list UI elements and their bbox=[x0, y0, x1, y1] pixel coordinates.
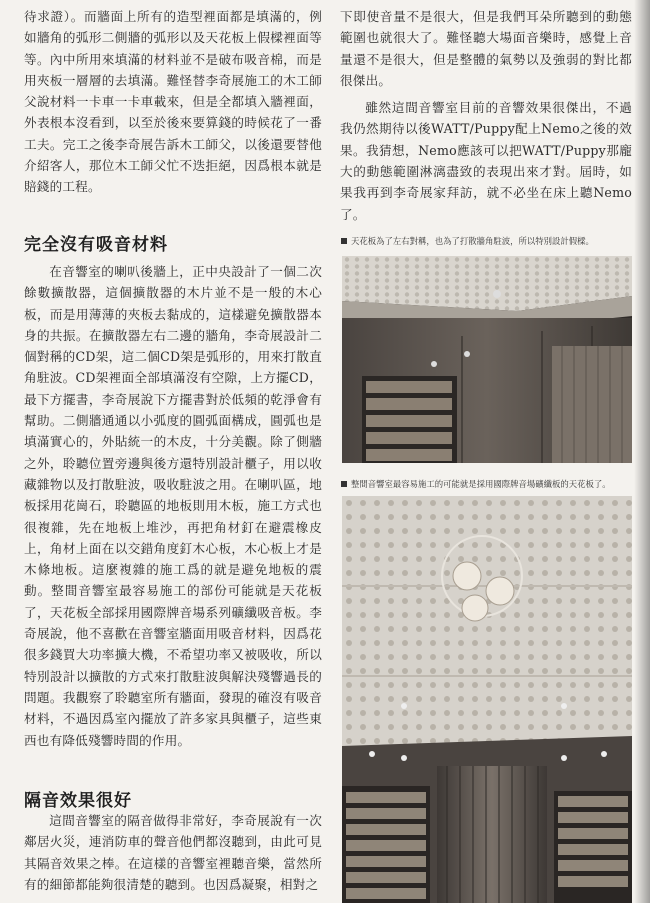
body-paragraph: 待求證）。而牆面上所有的造型裡面都是填滿的，例如牆角的弧形二側牆的弧形以及天花板上假樑裡面等等。內中所用來填滿的材料並不是破布吸音棉，而是用夾板一層層的去填滿。難怪替李奇展施工的木工師父說材料一卡車一卡車載來，但是全都填入牆裡面，外表根本沒看到，以至於後來要算錢的時候花了一番工夫。完工之後李奇展告訴木工師父，以後還要替他介紹客人，那位木工師父忙不迭拒絕，因爲根本就是賠錢的工程。 bbox=[24, 9, 322, 195]
photo-caption bbox=[341, 235, 594, 247]
caption-square-icon bbox=[341, 481, 347, 487]
photo-caption bbox=[341, 478, 611, 490]
right-column bbox=[340, 6, 632, 225]
section-heading: 完全沒有吸音材料 bbox=[24, 235, 168, 255]
caption-text: 整間音響室最容易施工的可能就是採用國際牌音場礦纖板的天花板了。 bbox=[351, 479, 611, 489]
ceiling-tile-photo bbox=[342, 496, 632, 903]
caption-square-icon bbox=[341, 238, 347, 244]
room-photo-illustration bbox=[342, 496, 632, 903]
body-paragraph: 這間音響室的隔音做得非常好，李奇展說有一次鄰居火災，連消防車的聲音他們都沒聽到，由此可見其隔音效果之棒。在這樣的音響室裡聽音樂，當然所有的細節都能夠很清楚的聽到。也因爲凝聚，相對之 bbox=[24, 813, 322, 892]
body-paragraph: 下即使音量不是很大，但是我們耳朵所聽到的動態範圍也就很大了。難怪聽大場面音樂時，感覺上音量還不是很大，但是整體的氣勢以及強弱的對比都很傑出。 bbox=[340, 9, 632, 88]
body-paragraph: 在音響室的喇叭後牆上，正中央設計了一個二次餘數擴散器，這個擴散器的木片並不是一般的木心板，而是用薄薄的夾板去黏成的，這樣避免擴散器本身的共振。在擴散器左右二邊的牆角，李奇展設計二個對稱的CD架，這二個CD架是弧形的，用來打散直角駐波。CD架裡面全部填滿沒有空隙，上方擺CD，最下方擺書，李奇展說下方擺書對於低頻的乾淨會有幫助。二側牆通通以小弧度的圓弧面構成，圓弧也是填滿實心的，外貼統一的木皮，十分美觀。除了側牆之外，聆聽位置旁邊與後方還特別設計櫃子，用以收藏雜物以及打散駐波，吸收駐波之用。在喇叭區，地板採用花崗石，聆聽區的地板則用木板，施工方式也很複雜，先在地板上堆沙，再把角材釘在避震橡皮上，角材上面在以交錯角度釘木心板，木心板上才是木條地板。這麼複雜的施工爲的就是避免地板的震動。整間音響室最容易施工的部份可能就是天花板了，天花板全部採用國際牌音場系列礦纖吸音板。李奇展說，他不喜歡在音響室牆面用吸音材料，因爲花很多錢買大功率擴大機，不希望功率又被吸收，所以特別設計以擴散的方式來打散駐波與解決殘響過長的問題。我觀察了聆聽室所有牆面，發現的確沒有吸音材料，不過因爲室內擺放了許多家具與櫃子，這些東西也有降低殘響時間的作用。 bbox=[24, 264, 322, 748]
room-photo-illustration bbox=[342, 256, 632, 463]
section-heading: 隔音效果很好 bbox=[24, 791, 132, 811]
ceiling-beam-photo bbox=[342, 256, 632, 463]
page-edge-shadow bbox=[634, 0, 650, 903]
caption-text: 天花板為了左右對稱，也為了打散牆角駐波，所以特別設計假樑。 bbox=[351, 236, 594, 246]
body-paragraph: 雖然這間音響室目前的音響效果很傑出，不過我仍然期待以後WATT/Puppy配上Nemo之後的效果。我猜想，Nemo應該可以把WATT/Puppy那龐大的動態範圍淋漓盡致的表現出來才對。屆時，如果我再到李奇展家拜訪，就不必坐在床上聽Nemo了。 bbox=[340, 100, 632, 222]
left-column bbox=[24, 6, 322, 892]
